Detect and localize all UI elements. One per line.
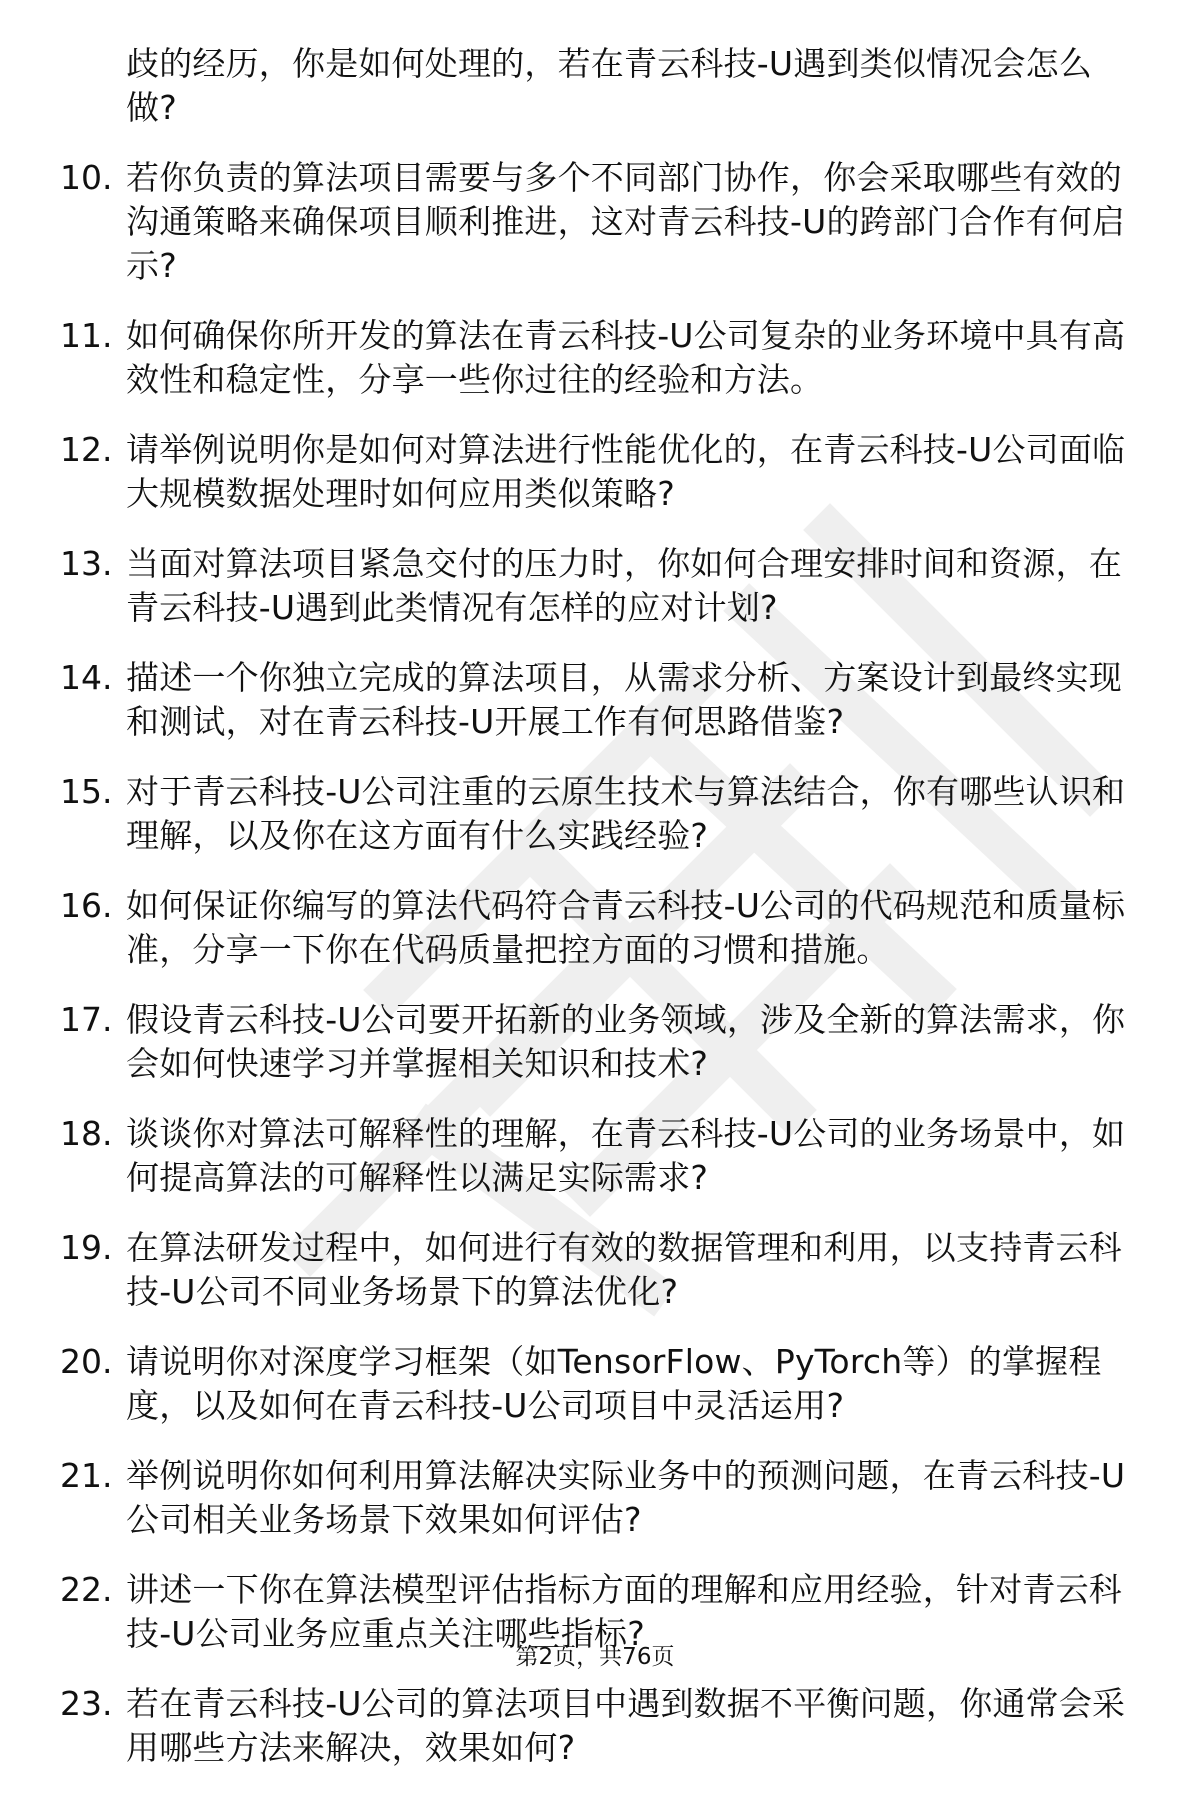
question-text: 如何保证你编写的算法代码符合青云科技-U公司的代码规范和质量标准，分享一下你在代码质量把控方面的习惯和措施。 [126,886,1126,969]
question-number: 17. [60,1000,113,1039]
question-item [60,1454,1130,1542]
question-number: 13. [60,544,113,583]
question-item [60,1112,1130,1200]
question-item [60,1226,1130,1314]
question-text: 讲述一下你在算法模型评估指标方面的理解和应用经验，针对青云科技-U公司业务应重点关注哪些指标? [126,1570,1122,1653]
question-number: 14. [60,658,113,697]
question-item [60,428,1130,516]
question-item [60,314,1130,402]
question-number: 11. [60,316,113,355]
question-item [60,542,1130,630]
continued-question-text: 歧的经历，你是如何处理的，若在青云科技-U遇到类似情况会怎么做? [126,44,1093,127]
question-text: 当面对算法项目紧急交付的压力时，你如何合理安排时间和资源，在青云科技-U遇到此类情况有怎样的应对计划? [126,544,1122,627]
question-number: 15. [60,772,113,811]
question-item [60,656,1130,744]
question-item [60,770,1130,858]
question-text: 请说明你对深度学习框架（如TensorFlow、PyTorch等）的掌握程度，以及如何在青云科技-U公司项目中灵活运用? [126,1342,1102,1425]
question-item [60,156,1130,288]
question-item [60,884,1130,972]
question-text: 谈谈你对算法可解释性的理解，在青云科技-U公司的业务场景中，如何提高算法的可解释性以满足实际需求? [126,1114,1126,1197]
question-number: 10. [60,158,113,197]
question-number: 22. [60,1570,113,1609]
question-item [60,1340,1130,1428]
question-text: 若你负责的算法项目需要与多个不同部门协作，你会采取哪些有效的沟通策略来确保项目顺利推进，这对青云科技-U的跨部门合作有何启示? [126,158,1126,285]
question-text: 如何确保你所开发的算法在青云科技-U公司复杂的业务环境中具有高效性和稳定性，分享一些你过往的经验和方法。 [126,316,1126,399]
question-text: 请举例说明你是如何对算法进行性能优化的，在青云科技-U公司面临大规模数据处理时如何应用类似策略? [126,430,1126,513]
question-text: 举例说明你如何利用算法解决实际业务中的预测问题，在青云科技-U公司相关业务场景下效果如何评估? [126,1456,1126,1539]
question-item [60,998,1130,1086]
question-number: 19. [60,1228,113,1267]
question-number: 23. [60,1684,113,1723]
page-number-footer: 第2页，共76页 [515,1644,675,1670]
question-text: 若在青云科技-U公司的算法项目中遇到数据不平衡问题，你通常会采用哪些方法来解决，效果如何? [126,1684,1126,1767]
question-number: 16. [60,886,113,925]
question-text: 在算法研发过程中，如何进行有效的数据管理和利用，以支持青云科技-U公司不同业务场景下的算法优化? [126,1228,1122,1311]
question-number: 18. [60,1114,113,1153]
question-number: 20. [60,1342,113,1381]
question-text: 对于青云科技-U公司注重的云原生技术与算法结合，你有哪些认识和理解，以及你在这方面有什么实践经验? [126,772,1126,855]
question-text: 假设青云科技-U公司要开拓新的业务领域，涉及全新的算法需求，你会如何快速学习并掌握相关知识和技术? [126,1000,1126,1083]
question-list [60,42,1130,1796]
question-text: 描述一个你独立完成的算法项目，从需求分析、方案设计到最终实现和测试，对在青云科技-U开展工作有何思路借鉴? [126,658,1122,741]
question-item [60,1682,1130,1770]
question-number: 12. [60,430,113,469]
question-number: 21. [60,1456,113,1495]
